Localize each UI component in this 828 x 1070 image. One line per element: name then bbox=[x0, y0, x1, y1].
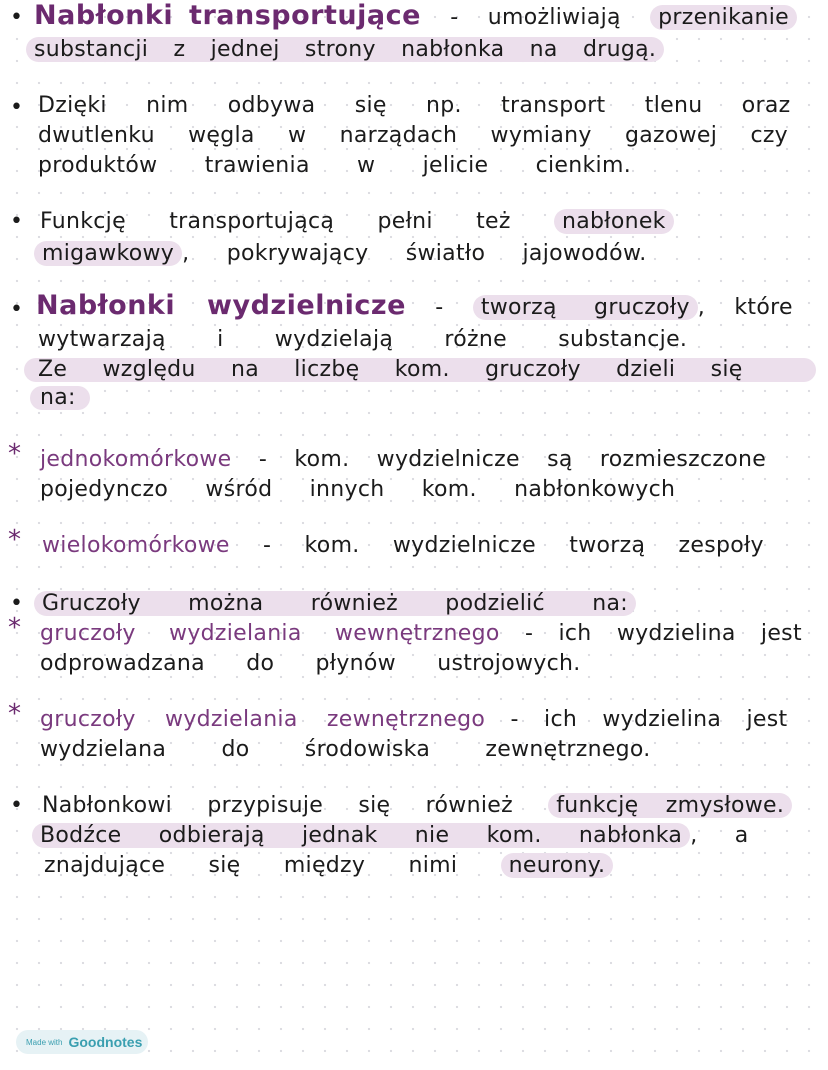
text: - ich wydzielina jest bbox=[510, 707, 788, 732]
paragraph-4-line-1 bbox=[36, 292, 793, 322]
highlighted-text: nabłonek bbox=[554, 209, 674, 234]
text: , a bbox=[690, 823, 749, 848]
text: , pokrywający światło jajowodów. bbox=[182, 241, 647, 266]
asterisk-bullet: * bbox=[8, 439, 21, 469]
term-exocrine-glands: gruczoły wydzielania zewnętrznego bbox=[40, 707, 486, 732]
bullet: • bbox=[10, 297, 23, 322]
paragraph-10-line-2 bbox=[32, 822, 749, 850]
text: - kom. wydzielnicze tworzą zespoły bbox=[263, 533, 764, 558]
paragraph-5-line-1 bbox=[40, 446, 766, 474]
paragraph-6-line-1 bbox=[42, 532, 764, 560]
term-secretory-epithelia: Nabłonki wydzielnicze bbox=[36, 290, 406, 321]
highlighted-text: substancji z jednej strony nabłonka na drugą. bbox=[26, 37, 664, 62]
highlighted-text: Gruczoły można również podzielić na: bbox=[34, 591, 636, 616]
paragraph-8-line-2: odprowadzana do płynów ustrojowych. bbox=[40, 651, 581, 676]
highlighted-text: tworzą gruczoły bbox=[473, 295, 698, 320]
paragraph-4-line-3: Ze względu na liczbę kom. gruczoły dzieli się bbox=[38, 357, 743, 382]
paragraph-1-line-1 bbox=[34, 2, 797, 32]
paragraph-10-line-3 bbox=[44, 852, 613, 880]
text: - umożliwiają bbox=[450, 5, 621, 30]
bullet: • bbox=[10, 5, 23, 30]
paragraph-4-line-2: wytwarzają i wydzielają różne substancje. bbox=[38, 327, 688, 352]
paragraph-2-line-2: dwutlenku węgla w narządach wymiany gazowej czy bbox=[38, 123, 789, 148]
paragraph-3-line-1 bbox=[40, 208, 674, 236]
highlighted-text: funkcję zmysłowe. bbox=[548, 793, 792, 818]
text: Nabłonkowi przypisuje się również bbox=[42, 793, 513, 818]
highlighted-text: migawkowy bbox=[34, 241, 182, 266]
text: - bbox=[435, 295, 444, 320]
bullet: • bbox=[10, 793, 23, 818]
goodnotes-logo: Goodnotes bbox=[68, 1034, 143, 1050]
highlighted-text: neurony. bbox=[501, 853, 614, 878]
asterisk-bullet: * bbox=[8, 525, 21, 555]
paragraph-2-line-1: Dzięki nim odbywa się np. transport tlenu oraz bbox=[38, 93, 791, 118]
term-transport-epithelia: Nabłonki transportujące bbox=[34, 0, 421, 31]
paragraph-2-line-3: produktów trawienia w jelicie cienkim. bbox=[38, 153, 631, 178]
made-with-label: Made with bbox=[26, 1037, 63, 1047]
asterisk-bullet: * bbox=[8, 613, 21, 643]
highlighted-text: Bodźce odbierają jednak nie kom. nabłonka bbox=[32, 823, 690, 848]
paragraph-8-line-1 bbox=[40, 620, 802, 648]
term-endocrine-glands: gruczoły wydzielania wewnętrznego bbox=[40, 621, 500, 646]
paragraph-7-line-1 bbox=[34, 590, 636, 618]
text: , które bbox=[697, 295, 793, 320]
asterisk-bullet: * bbox=[8, 699, 21, 729]
term-unicellular: jednokomórkowe bbox=[40, 447, 232, 472]
term-multicellular: wielokomórkowe bbox=[42, 533, 230, 558]
text: - kom. wydzielnicze są rozmieszczone bbox=[258, 447, 767, 472]
highlighted-text: przenikanie bbox=[650, 5, 797, 30]
paragraph-5-line-2: pojedynczo wśród innych kom. nabłonkowych bbox=[40, 477, 676, 502]
paragraph-10-line-1 bbox=[42, 792, 792, 820]
bullet: • bbox=[10, 95, 23, 120]
text: znajdujące się między nimi bbox=[44, 853, 458, 878]
bullet: • bbox=[10, 209, 23, 234]
bullet: • bbox=[10, 591, 23, 616]
paragraph-9-line-2: wydzielana do środowiska zewnętrznego. bbox=[40, 737, 651, 762]
paragraph-1-line-2 bbox=[26, 36, 664, 64]
paragraph-4-line-4: na: bbox=[40, 385, 76, 410]
made-with-goodnotes-badge[interactable] bbox=[16, 1030, 148, 1054]
text: - ich wydzielina jest bbox=[524, 621, 802, 646]
paragraph-9-line-1 bbox=[40, 706, 787, 734]
paragraph-3-line-2 bbox=[34, 240, 647, 268]
text: Funkcję transportującą pełni też bbox=[40, 209, 511, 234]
